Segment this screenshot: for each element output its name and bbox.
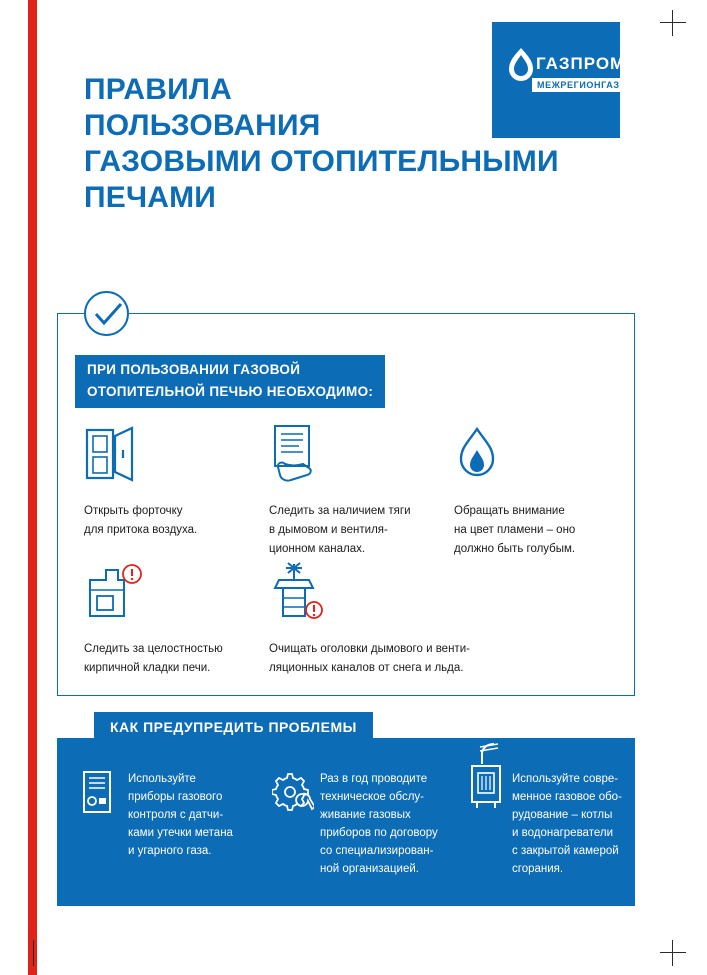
red-side-bar (28, 0, 37, 975)
section-1-heading-line-2: ОТОПИТЕЛЬНОЙ ПЕЧЬЮ НЕОБХОДИМО: (87, 384, 374, 399)
crop-mark (672, 940, 673, 966)
text-line: Очищать оголовки дымового и венти- (269, 643, 470, 655)
text-line: Следить за наличием тяги (269, 505, 411, 517)
text-line: сгорания. (512, 863, 564, 875)
list-item (454, 420, 639, 559)
list-item (269, 558, 629, 678)
text-line: и водонагреватели (512, 827, 613, 839)
list-item-text (269, 640, 629, 678)
title-line-3: ГАЗОВЫМИ ОТОПИТЕЛЬНЫМИ (84, 145, 559, 178)
section-2-heading: КАК ПРЕДУПРЕДИТЬ ПРОБЛЕМЫ (94, 712, 373, 743)
open-window-icon (84, 420, 269, 486)
flame-icon (454, 420, 639, 486)
crop-mark (660, 22, 686, 23)
list-item-text (512, 770, 656, 878)
chimney-snow-warning-icon (269, 558, 629, 624)
list-item (464, 770, 656, 878)
text-line: менное газовое обо- (512, 791, 622, 803)
text-line: ной организацией. (320, 863, 419, 875)
section-1-heading-line-1: ПРИ ПОЛЬЗОВАНИИ ГАЗОВОЙ (87, 362, 301, 377)
text-line: Используйте (128, 773, 196, 785)
modern-boiler-icon (464, 742, 512, 814)
crop-mark (33, 940, 34, 966)
page-title (84, 72, 559, 216)
list-item-text (269, 502, 454, 559)
text-line: на цвет пламени – оно (454, 524, 576, 536)
text-line: рудование – котлы (512, 809, 613, 821)
brick-stove-warning-icon (84, 558, 284, 624)
checkmark-circle-icon (84, 291, 129, 336)
section-1-heading (75, 355, 385, 408)
text-line: ционном каналах. (269, 543, 366, 555)
title-line-1: ПРАВИЛА (84, 73, 232, 106)
list-item-text (320, 770, 464, 878)
list-item (269, 420, 454, 559)
logo-subtitle: МЕЖРЕГИОНГАЗ (532, 78, 625, 92)
text-line: с закрытой камерой (512, 845, 619, 857)
logo-wordmark: ГАЗПРОМ (536, 54, 626, 73)
text-line: живание газовых (320, 809, 411, 821)
gear-wrench-icon (272, 770, 320, 814)
title-line-2: ПОЛЬЗОВАНИЯ (84, 109, 321, 142)
text-line: Раз в год проводите (320, 773, 428, 785)
text-line: в дымовом и вентиля- (269, 524, 388, 536)
text-line: Используйте совре- (512, 773, 619, 785)
text-line: Следить за целостностью (84, 643, 223, 655)
title-line-4: ПЕЧАМИ (84, 181, 217, 214)
list-item-text (84, 640, 284, 678)
crop-mark (660, 952, 686, 953)
text-line: ками утечки метана (128, 827, 233, 839)
text-line: ляционных каналов от снега и льда. (269, 662, 464, 674)
text-line: для притока воздуха. (84, 524, 198, 536)
text-line: Открыть форточку (84, 505, 183, 517)
text-line: со специализирован- (320, 845, 434, 857)
text-line: должно быть голубым. (454, 543, 576, 555)
gas-detector-icon (80, 770, 128, 814)
hand-with-paper-icon (269, 420, 454, 486)
text-line: и угарного газа. (128, 845, 212, 857)
list-item (84, 558, 284, 678)
text-line: приборов по договору (320, 827, 438, 839)
list-item-text (454, 502, 639, 559)
gazprom-flame-icon (508, 48, 534, 82)
list-item-text (128, 770, 272, 860)
gazprom-logo (492, 22, 626, 138)
text-line: приборы газового (128, 791, 223, 803)
text-line: контроля с датчи- (128, 809, 224, 821)
list-item (84, 420, 269, 540)
text-line: кирпичной кладки печи. (84, 662, 211, 674)
crop-mark (672, 10, 673, 36)
list-item (272, 770, 464, 878)
list-item (80, 770, 272, 860)
list-item-text (84, 502, 269, 540)
text-line: техническое обслу- (320, 791, 424, 803)
text-line: Обращать внимание (454, 505, 565, 517)
